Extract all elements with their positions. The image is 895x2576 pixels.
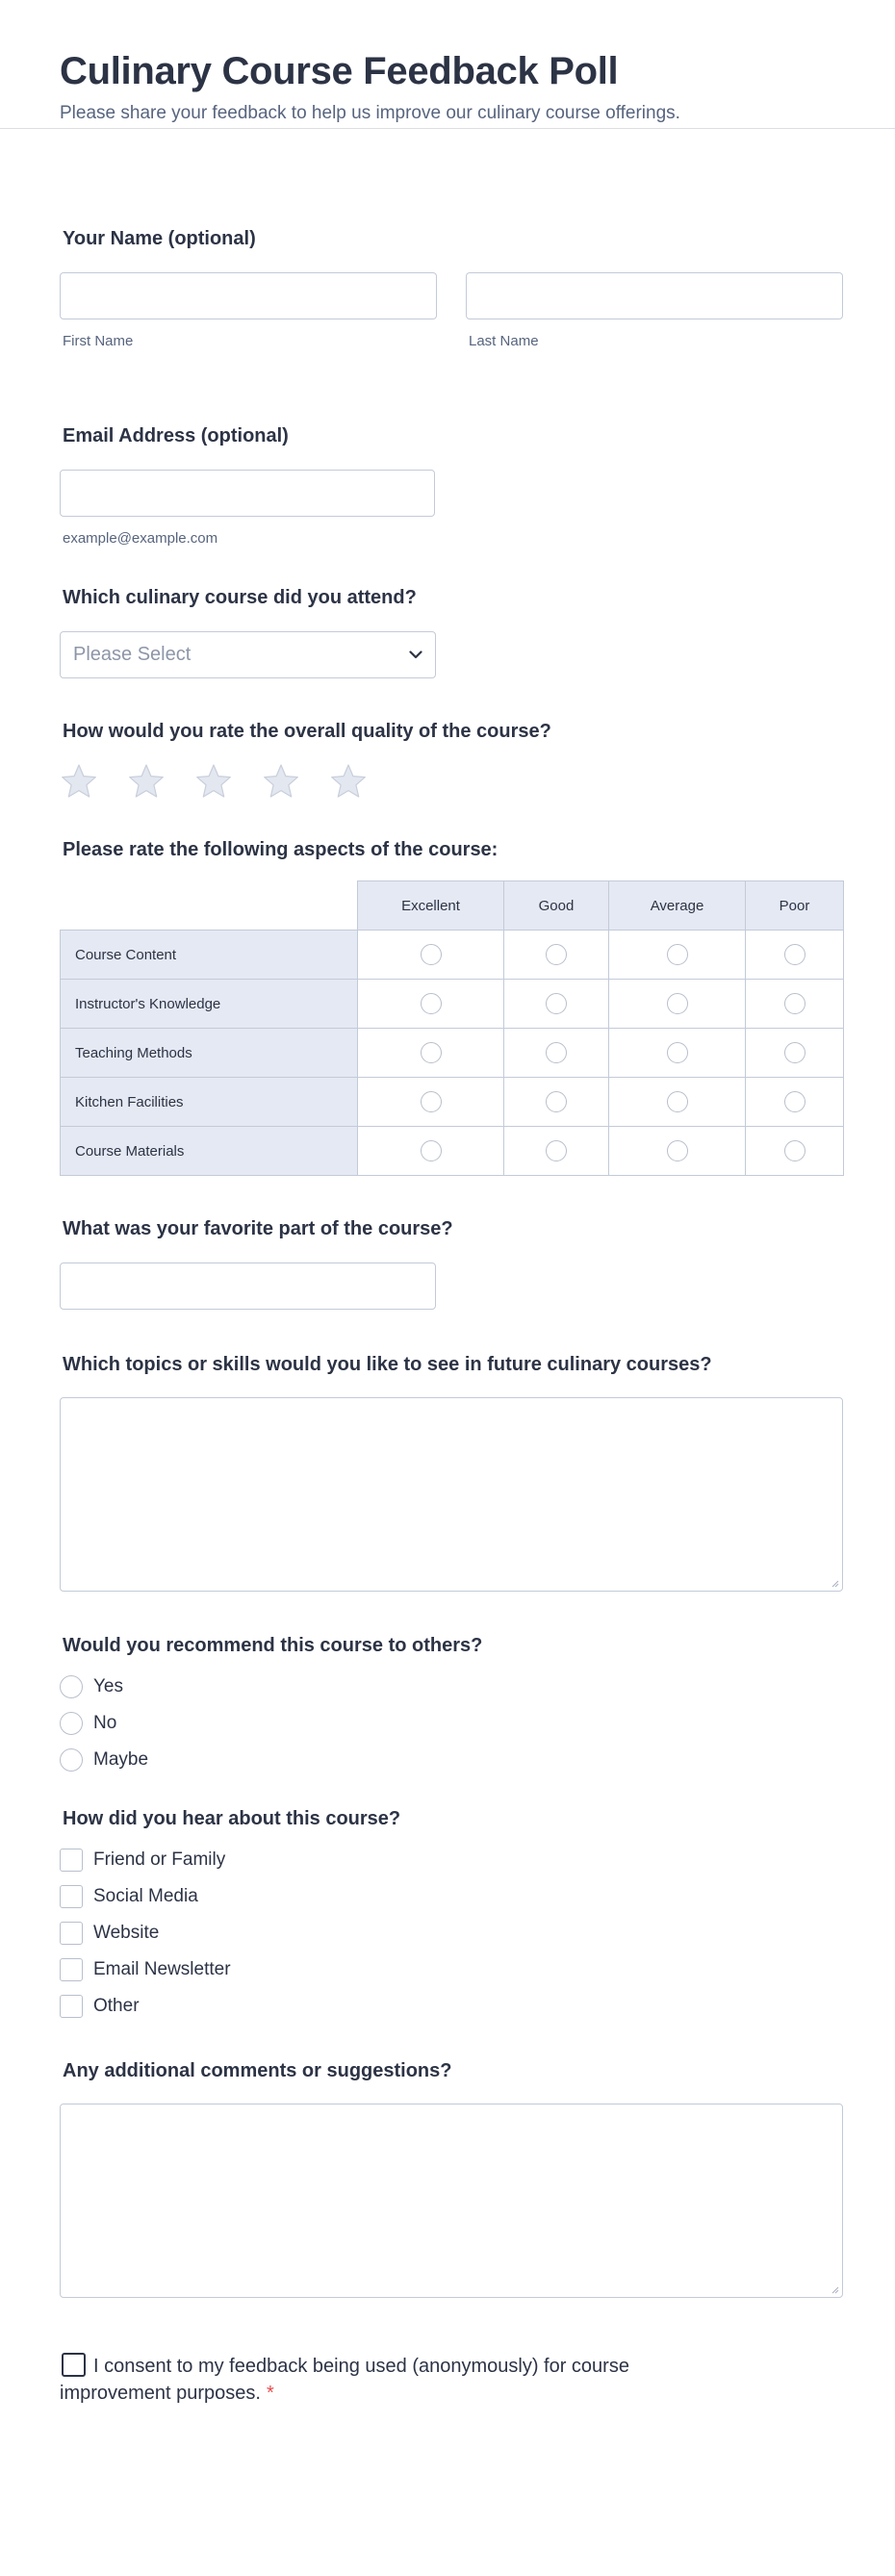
- matrix-radio-excellent[interactable]: [421, 1042, 442, 1063]
- matrix-cell: [358, 931, 504, 980]
- chevron-down-icon: [409, 647, 422, 664]
- source-option-social-media[interactable]: [60, 1878, 843, 1915]
- star-icon[interactable]: [127, 762, 166, 801]
- matrix-radio-good[interactable]: [546, 1091, 567, 1112]
- name-label: Your Name (optional): [63, 228, 256, 249]
- source-option-website[interactable]: [60, 1915, 843, 1951]
- option-label: Email Newsletter: [93, 1959, 231, 1979]
- matrix-radio-excellent[interactable]: [421, 944, 442, 965]
- matrix-radio-excellent[interactable]: [421, 1140, 442, 1161]
- matrix-row: [61, 931, 844, 980]
- matrix-cell: [358, 1029, 504, 1078]
- rating-label: How would you rate the overall quality of the course?: [63, 721, 551, 742]
- matrix-column-poor: Poor: [746, 881, 844, 931]
- matrix-row: [61, 1029, 844, 1078]
- form-content: [60, 180, 843, 2407]
- matrix-cell: [609, 1029, 746, 1078]
- matrix-column-average: Average: [609, 881, 746, 931]
- matrix-cell: [746, 931, 844, 980]
- comments-question: [60, 2060, 843, 2298]
- option-label: Other: [93, 1996, 140, 2016]
- checkbox[interactable]: [60, 1885, 83, 1908]
- recommend-option-no[interactable]: [60, 1705, 843, 1742]
- matrix-cell: [609, 1078, 746, 1127]
- favorite-question: [60, 1218, 843, 1310]
- favorite-label: What was your favorite part of the course?: [63, 1218, 453, 1239]
- star-icon[interactable]: [194, 762, 233, 801]
- matrix-cell: [358, 1078, 504, 1127]
- source-option-email-newsletter[interactable]: [60, 1951, 843, 1988]
- matrix-column-excellent: Excellent: [358, 881, 504, 931]
- matrix-radio-poor[interactable]: [784, 993, 806, 1014]
- matrix-cell: [609, 980, 746, 1029]
- resize-grip-icon[interactable]: [831, 1579, 839, 1588]
- matrix-cell: [358, 1127, 504, 1176]
- star-rating: [60, 762, 843, 801]
- matrix-question: [60, 839, 843, 1176]
- matrix-radio-excellent[interactable]: [421, 1091, 442, 1112]
- comments-textarea[interactable]: [60, 2104, 843, 2298]
- option-label: Social Media: [93, 1886, 198, 1906]
- checkbox[interactable]: [60, 1922, 83, 1945]
- source-option-friend-or-family[interactable]: [60, 1842, 843, 1878]
- option-label: Maybe: [93, 1749, 149, 1770]
- matrix-cell: [504, 1078, 609, 1127]
- course-select-value: Please Select: [73, 644, 192, 665]
- checkbox[interactable]: [60, 1849, 83, 1872]
- matrix-row: [61, 980, 844, 1029]
- matrix-cell: [609, 931, 746, 980]
- recommend-label: Would you recommend this course to others?: [63, 1635, 483, 1656]
- matrix-radio-average[interactable]: [667, 993, 688, 1014]
- course-select[interactable]: [60, 631, 436, 678]
- matrix-radio-good[interactable]: [546, 944, 567, 965]
- favorite-input[interactable]: [60, 1262, 436, 1310]
- form-header: [0, 0, 895, 129]
- option-label: No: [93, 1713, 117, 1733]
- email-sublabel: example@example.com: [63, 530, 218, 547]
- matrix-cell: [746, 1127, 844, 1176]
- source-option-other[interactable]: [60, 1988, 843, 2025]
- rating-question: [60, 721, 843, 801]
- radio-button[interactable]: [60, 1748, 83, 1772]
- source-question: [60, 1808, 843, 2025]
- matrix-cell: [504, 931, 609, 980]
- matrix-radio-average[interactable]: [667, 1091, 688, 1112]
- page-title: Culinary Course Feedback Poll: [60, 50, 619, 92]
- matrix-cell: [504, 1029, 609, 1078]
- matrix-cell: [504, 1127, 609, 1176]
- last-name-input[interactable]: [466, 272, 843, 319]
- matrix-column-good: Good: [504, 881, 609, 931]
- required-asterisk: *: [266, 2383, 274, 2404]
- matrix-radio-good[interactable]: [546, 1140, 567, 1161]
- matrix-cell: [746, 1078, 844, 1127]
- star-icon[interactable]: [329, 762, 368, 801]
- topics-textarea[interactable]: [60, 1397, 843, 1592]
- option-label: Yes: [93, 1676, 123, 1696]
- matrix-radio-average[interactable]: [667, 1140, 688, 1161]
- matrix-row-label: Teaching Methods: [61, 1029, 358, 1078]
- matrix-radio-poor[interactable]: [784, 1042, 806, 1063]
- last-name-sublabel: Last Name: [469, 333, 539, 349]
- resize-grip-icon[interactable]: [831, 2285, 839, 2294]
- matrix-radio-good[interactable]: [546, 1042, 567, 1063]
- matrix-row-label: Course Content: [61, 931, 358, 980]
- first-name-sublabel: First Name: [63, 333, 134, 349]
- matrix-radio-good[interactable]: [546, 993, 567, 1014]
- rating-matrix: [60, 880, 844, 1176]
- matrix-cell: [746, 980, 844, 1029]
- radio-button[interactable]: [60, 1675, 83, 1698]
- consent-question: [60, 2353, 714, 2407]
- source-label: How did you hear about this course?: [63, 1808, 401, 1829]
- matrix-row-label: Course Materials: [61, 1127, 358, 1176]
- radio-button[interactable]: [60, 1712, 83, 1735]
- recommend-option-maybe[interactable]: [60, 1742, 843, 1778]
- email-label: Email Address (optional): [63, 425, 289, 446]
- matrix-row-label: Instructor's Knowledge: [61, 980, 358, 1029]
- consent-text: I consent to my feedback being used (anonymously) for course improvement purposes.: [60, 2356, 629, 2404]
- matrix-cell: [358, 980, 504, 1029]
- matrix-radio-poor[interactable]: [784, 1140, 806, 1161]
- matrix-row-label: Kitchen Facilities: [61, 1078, 358, 1127]
- matrix-radio-average[interactable]: [667, 1042, 688, 1063]
- checkbox[interactable]: [60, 1995, 83, 2018]
- matrix-radio-average[interactable]: [667, 944, 688, 965]
- email-field[interactable]: [60, 470, 435, 517]
- matrix-corner: [61, 881, 358, 931]
- page-subtitle: Please share your feedback to help us improve our culinary course offerings.: [60, 103, 680, 123]
- option-label: Website: [93, 1923, 160, 1943]
- matrix-row: [61, 1127, 844, 1176]
- matrix-cell: [609, 1127, 746, 1176]
- matrix-radio-poor[interactable]: [784, 1091, 806, 1112]
- matrix-radio-excellent[interactable]: [421, 993, 442, 1014]
- course-question: [60, 587, 843, 678]
- name-question: [60, 228, 843, 390]
- email-question: [60, 425, 843, 547]
- topics-question: [60, 1354, 843, 1592]
- topics-label: Which topics or skills would you like to see in future culinary courses?: [63, 1354, 712, 1375]
- recommend-option-yes[interactable]: [60, 1669, 843, 1705]
- matrix-cell: [746, 1029, 844, 1078]
- comments-label: Any additional comments or suggestions?: [63, 2060, 452, 2081]
- matrix-radio-poor[interactable]: [784, 944, 806, 965]
- checkbox[interactable]: [60, 1958, 83, 1981]
- star-icon[interactable]: [60, 762, 98, 801]
- consent-checkbox[interactable]: [62, 2353, 86, 2377]
- matrix-row: [61, 1078, 844, 1127]
- option-label: Friend or Family: [93, 1849, 226, 1870]
- matrix-cell: [504, 980, 609, 1029]
- course-label: Which culinary course did you attend?: [63, 587, 417, 608]
- matrix-label: Please rate the following aspects of the course:: [63, 839, 499, 860]
- star-icon[interactable]: [262, 762, 300, 801]
- recommend-question: [60, 1635, 843, 1778]
- first-name-input[interactable]: [60, 272, 437, 319]
